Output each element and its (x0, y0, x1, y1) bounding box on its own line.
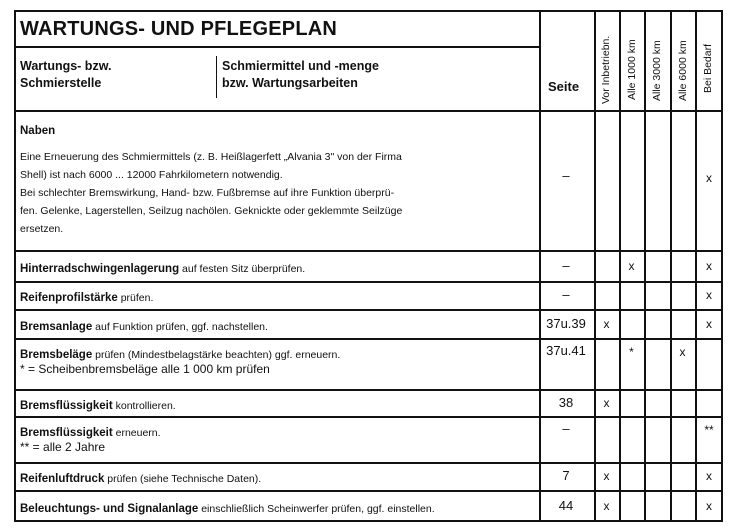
column-divider (695, 10, 697, 522)
row-task: auf Funktion prüfen, ggf. nachstellen. (92, 321, 268, 333)
row-task: prüfen (siehe Technische Daten). (104, 473, 262, 485)
row-divider (14, 309, 723, 311)
frame-bottom (14, 520, 723, 522)
row-task: prüfen. (117, 292, 154, 304)
row-subject: Hinterradschwingenlagerung (20, 263, 180, 275)
row-subject: Bremsanlage (20, 321, 93, 333)
row-divider (14, 281, 723, 283)
header-maintenance-point: Wartungs- bzw. Schmierstelle (20, 59, 112, 90)
row-heading (20, 500, 435, 516)
header-page: Seite (548, 79, 580, 94)
row-divider (14, 416, 723, 418)
title-underline (14, 46, 539, 48)
page-reference: – (562, 258, 570, 273)
row-subject: Naben (20, 125, 56, 137)
interval-mark: x (706, 288, 712, 302)
row-subject: Bremsbeläge (20, 349, 93, 361)
interval-mark: x (679, 345, 686, 359)
header-col-divider (216, 56, 217, 98)
frame-right (721, 10, 723, 522)
header-before-commissioning: Vor Inbetriebn. (600, 35, 612, 104)
row-subject: Reifenluftdruck (20, 473, 105, 485)
row-task: einschließlich Scheinwerfer prüfen, ggf. einstellen. (198, 503, 435, 515)
row-divider (14, 462, 723, 464)
page-reference: 37u.41 (546, 343, 586, 358)
row-subject: Beleuchtungs- und Signalanlage (20, 503, 199, 515)
row-divider (14, 338, 723, 340)
page-reference: 7 (562, 468, 570, 483)
header-every-6000km: Alle 6000 km (677, 40, 689, 101)
row-heading (20, 470, 261, 486)
interval-mark: x (603, 317, 610, 331)
interval-mark: x (706, 317, 712, 331)
interval-mark: x (706, 171, 712, 185)
row-heading (20, 260, 305, 276)
page-reference: 44 (558, 498, 574, 513)
page-title: WARTUNGS- UND PFLEGEPLAN (20, 18, 338, 40)
page-reference: – (562, 421, 570, 436)
page-reference: 38 (558, 395, 574, 410)
interval-mark: x (706, 499, 712, 513)
column-divider (594, 10, 596, 522)
interval-mark: x (603, 499, 610, 513)
column-divider (539, 10, 541, 522)
interval-mark: * (629, 345, 634, 359)
row-heading (20, 289, 153, 305)
row-description: Eine Erneuerung des Schmiermittels (z. B. Heißlagerfett „Alvania 3" von der Firma Shell) ist nach 6000 ... 12000 Fahrkilometern notwendig. Bei schlechter Bremswirkung, Hand- bzw. Fußbremse auf ihre Funktion überprü- fen. Gelenke, Lagerstellen, Seilzug nachölen. Geknickte oder geklemmte Seilzüge ersetzen. (20, 151, 403, 235)
row-subject: Reifenprofilstärke (20, 292, 118, 304)
header-every-3000km: Alle 3000 km (651, 40, 663, 101)
interval-mark: ** (704, 423, 714, 437)
row-divider (14, 389, 723, 391)
row-task: erneuern. (112, 427, 161, 439)
header-every-1000km: Alle 1000 km (626, 39, 638, 100)
interval-mark: x (628, 259, 635, 273)
page-reference: – (562, 287, 570, 302)
interval-mark: x (706, 259, 712, 273)
row-footnote: * = Scheibenbremsbeläge alle 1 000 km prüfen (20, 362, 270, 376)
interval-mark: x (603, 396, 610, 410)
row-heading (20, 122, 55, 138)
page-reference: – (562, 168, 570, 183)
row-heading (20, 424, 161, 440)
header-lubricant-work: Schmiermittel und -menge bzw. Wartungsarbeiten (222, 59, 379, 90)
row-divider (14, 110, 723, 112)
column-divider (670, 10, 672, 522)
interval-mark: x (603, 469, 610, 483)
header-as-needed: Bei Bedarf (702, 43, 714, 93)
column-divider (644, 10, 646, 522)
row-heading (20, 397, 176, 413)
interval-mark: x (706, 469, 712, 483)
frame-top (14, 10, 723, 12)
row-task: auf festen Sitz überprüfen. (179, 263, 306, 275)
column-divider (619, 10, 621, 522)
row-task: kontrollieren. (112, 400, 176, 412)
row-subject: Bremsflüssigkeit (20, 400, 113, 412)
row-task: prüfen (Mindestbelagstärke beachten) ggf. erneuern. (92, 349, 341, 361)
frame-left (14, 10, 16, 522)
row-heading (20, 346, 340, 362)
row-divider (14, 250, 723, 252)
row-footnote: ** = alle 2 Jahre (20, 440, 106, 454)
row-heading (20, 318, 268, 334)
page-reference: 37u.39 (546, 316, 586, 331)
row-subject: Bremsflüssigkeit (20, 427, 113, 439)
row-divider (14, 490, 723, 492)
